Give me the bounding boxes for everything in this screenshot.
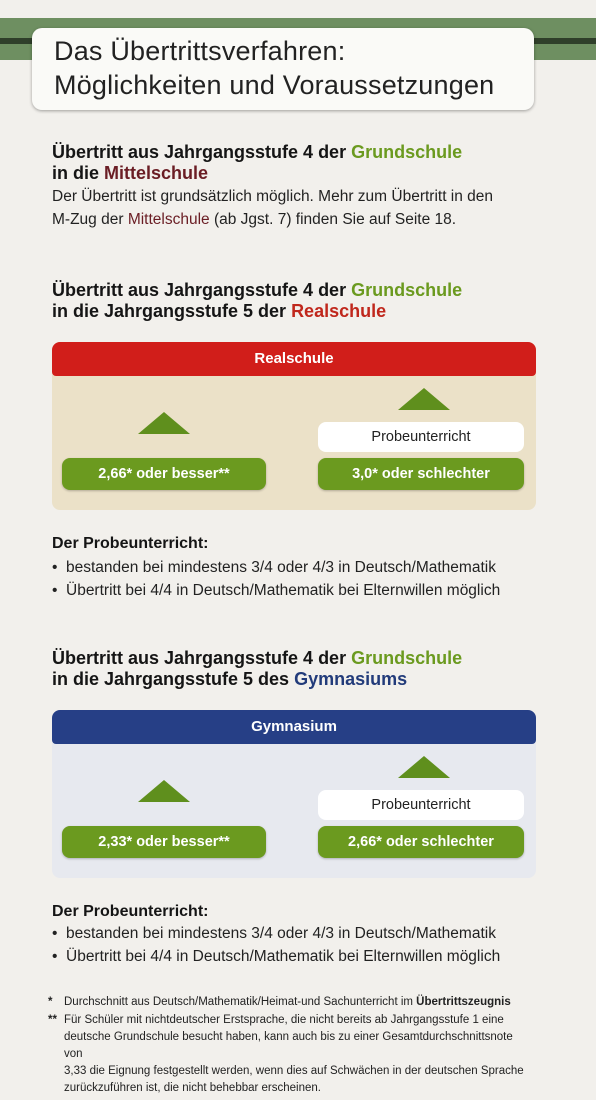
grade-threshold-right: 2,66* oder schlechter xyxy=(318,826,524,858)
footnote-bold: Übertrittszeugnis xyxy=(416,996,511,1008)
list-item xyxy=(52,922,500,945)
realschule-diagram xyxy=(52,342,536,510)
list-item xyxy=(52,556,500,579)
probeunterricht-label: Probeunterricht xyxy=(318,422,524,452)
section2-heading xyxy=(52,280,462,322)
heading-text: in die Jahrgangsstufe 5 der xyxy=(52,301,292,321)
heading-text: Übertritt aus Jahrgangsstufe 4 der xyxy=(52,280,352,300)
footnote-1 xyxy=(48,994,528,1011)
heading-text: in die xyxy=(52,163,105,183)
arrow-up-icon xyxy=(398,388,450,410)
heading-text: Übertritt aus Jahrgangsstufe 4 der xyxy=(52,648,352,668)
footnote-text: Durchschnitt aus Deutsch/Mathematik/Heimat-und Sachunterricht im xyxy=(64,996,417,1008)
realschule-banner: Realschule xyxy=(52,342,536,376)
grade-threshold-right: 3,0* oder schlechter xyxy=(318,458,524,490)
footnote-text: zurückzuführen ist, die nicht behebbar erscheinen. xyxy=(64,1082,321,1094)
grade-threshold-left: 2,66* oder besser** xyxy=(62,458,266,490)
probeunterricht-label: Probeunterricht xyxy=(318,790,524,820)
bullet-list xyxy=(52,556,500,602)
mittelschule-label: Mittelschule xyxy=(104,163,209,183)
footnote-2 xyxy=(48,1012,528,1097)
page-title-line1: Das Übertrittsverfahren: xyxy=(54,36,346,66)
body-text: Der Übertritt ist grundsätzlich möglich. Mehr zum Übertritt in den xyxy=(52,188,494,205)
section1-text xyxy=(52,185,493,231)
arrow-up-icon xyxy=(138,780,190,802)
body-text: (ab Jgst. 7) finden Sie auf Seite 18. xyxy=(209,211,457,228)
list-item xyxy=(52,945,500,968)
heading-text: Übertritt aus Jahrgangsstufe 4 der xyxy=(52,142,352,162)
heading-text: in die Jahrgangsstufe 5 des xyxy=(52,669,295,689)
probe-subheading: Der Probeunterricht: xyxy=(52,535,209,552)
arrow-up-icon xyxy=(398,756,450,778)
grundschule-label: Grundschule xyxy=(351,648,463,668)
grade-threshold-left: 2,33* oder besser** xyxy=(62,826,266,858)
bullet-list xyxy=(52,922,500,968)
section3-heading xyxy=(52,648,462,690)
grundschule-label: Grundschule xyxy=(351,280,463,300)
footnote-text: Für Schüler mit nichtdeutscher Erstsprache, die nicht bereits ab Jahrgangsstufe 1 eine xyxy=(64,1014,504,1026)
list-item xyxy=(52,579,500,602)
bullet-text: bestanden bei mindestens 3/4 oder 4/3 in Deutsch/Mathematik xyxy=(66,925,496,942)
arrow-up-icon xyxy=(138,412,190,434)
bullet-icon: • xyxy=(52,948,58,965)
grundschule-label: Grundschule xyxy=(351,142,463,162)
section1-heading xyxy=(52,142,462,184)
title-box xyxy=(32,28,534,110)
realschule-label: Realschule xyxy=(291,301,387,321)
bullet-text: bestanden bei mindestens 3/4 oder 4/3 in Deutsch/Mathematik xyxy=(66,559,496,576)
bullet-icon: • xyxy=(52,559,58,576)
bullet-icon: • xyxy=(52,582,58,599)
bullet-icon: • xyxy=(52,925,58,942)
gymnasium-label: Gymnasiums xyxy=(294,669,408,689)
mittelschule-inline: Mittelschule xyxy=(127,211,210,228)
page-title-line2: Möglichkeiten und Voraussetzungen xyxy=(54,70,495,100)
footnote-mark: * xyxy=(48,996,53,1008)
footnote-text: deutsche Grundschule besucht haben, kann auch bis zu einer Gesamtdurchschnittsnote von xyxy=(64,1031,513,1060)
body-text: M-Zug der xyxy=(52,211,128,228)
probe-subheading: Der Probeunterricht: xyxy=(52,903,209,920)
bullet-text: Übertritt bei 4/4 in Deutsch/Mathematik bei Elternwillen möglich xyxy=(66,948,501,965)
gymnasium-banner: Gymnasium xyxy=(52,710,536,744)
footnote-text: 3,33 die Eignung festgestellt werden, wenn dies auf Schwächen in der deutschen Sprache xyxy=(64,1065,524,1077)
bullet-text: Übertritt bei 4/4 in Deutsch/Mathematik bei Elternwillen möglich xyxy=(66,582,501,599)
gymnasium-diagram xyxy=(52,710,536,878)
footnote-mark: ** xyxy=(48,1014,57,1026)
